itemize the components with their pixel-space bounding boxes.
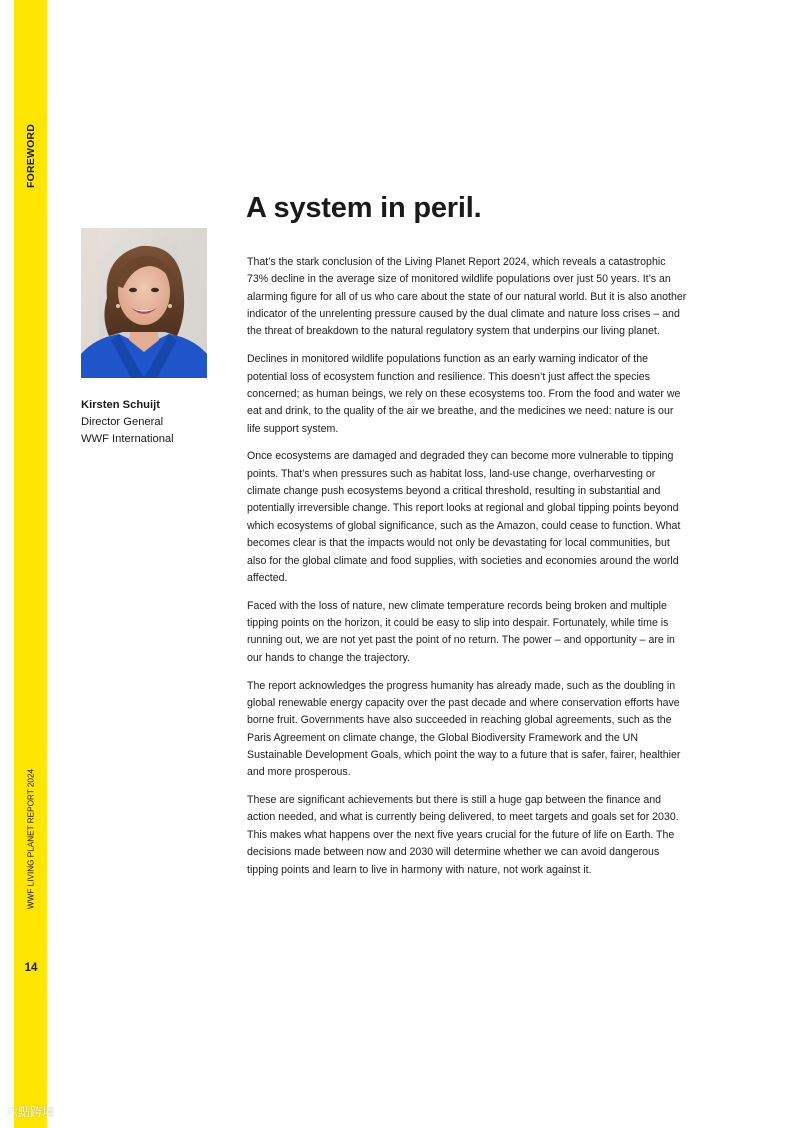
paragraph: Declines in monitored wildlife populations function as an early warning indicator of the potential loss of ecosystem function and resilience. This doesn’t just affect the species concerned; as human beings, we rely on these ecosystems too. From the food and water we eat and drink, to the quality of the air we breathe, and the medicines we need: nature is our life support system. [247,353,681,435]
author-name: Kirsten Schuijt [81,399,160,411]
author-credit [81,397,231,448]
paragraph: Once ecosystems are damaged and degraded they can become more vulnerable to tipping points. That’s when pressures such as habitat loss, land-use change, overharvesting or climate change push ecosystems beyond a critical threshold, resulting in substantial and potentially irreversible change. This report looks at regional and global tipping points beyond which ecosystems of global significance, such as the Amazon, could cease to function. What becomes clear is that the impacts would not only be devastating for local communities, but also for the global climate and food supplies, with societies and economies around the world affected. [247,450,681,584]
paragraph: The report acknowledges the progress humanity has already made, such as the doubling in global renewable energy capacity over the past decade and where conservation efforts have borne fruit. Governments have also succeeded in reaching global agreements, such as the Paris Agreement on climate change, the Global Biodiversity Framework and the UN Sustainable Development Goals, which point the way to a future that is safer, fairer, healthier and more prosperous. [247,679,681,779]
report-name: WWF LIVING PLANET REPORT 2024 [26,768,36,910]
page-number: 14 [24,962,38,974]
paragraph: These are significant achievements but there is still a huge gap between the finance and action needed, and what is currently being delivered, to meet targets and goals set for 2030. This makes what happens over the next five years crucial for the future of life on Earth. The decisions made between now and 2030 will determine whether we can avoid dangerous tipping points and learn to live in harmony with nature, not work against it. [247,794,679,876]
author-role: Director General [81,416,164,428]
paragraph: That’s the stark conclusion of the Living Planet Report 2024, which reveals a catastrophic 73% decline in the average size of monitored wildlife populations over just 50 years. It’s an alarming figure for all of us who care about the state of our natural world. But it is also another indicator of the unrelenting pressure caused by the dual climate and nature loss crises – and the threat of breakdown to the natural regulatory system that underpins our living planet. [247,256,687,338]
page-title: A system in peril. [246,192,482,224]
author-portrait [81,228,207,378]
article-body [247,254,687,889]
paragraph: Faced with the loss of nature, new climate temperature records being broken and multiple tipping points on the horizon, it could be easy to slip into despair. Fortunately, while time is running out, we are not yet past the point of no return. The power – and opportunity – are in our hands to change the trajectory. [247,599,675,664]
author-organization: WWF International [81,433,174,445]
watermark: 六點跨境 [6,1105,55,1119]
section-label: FOREWORD [25,123,37,189]
